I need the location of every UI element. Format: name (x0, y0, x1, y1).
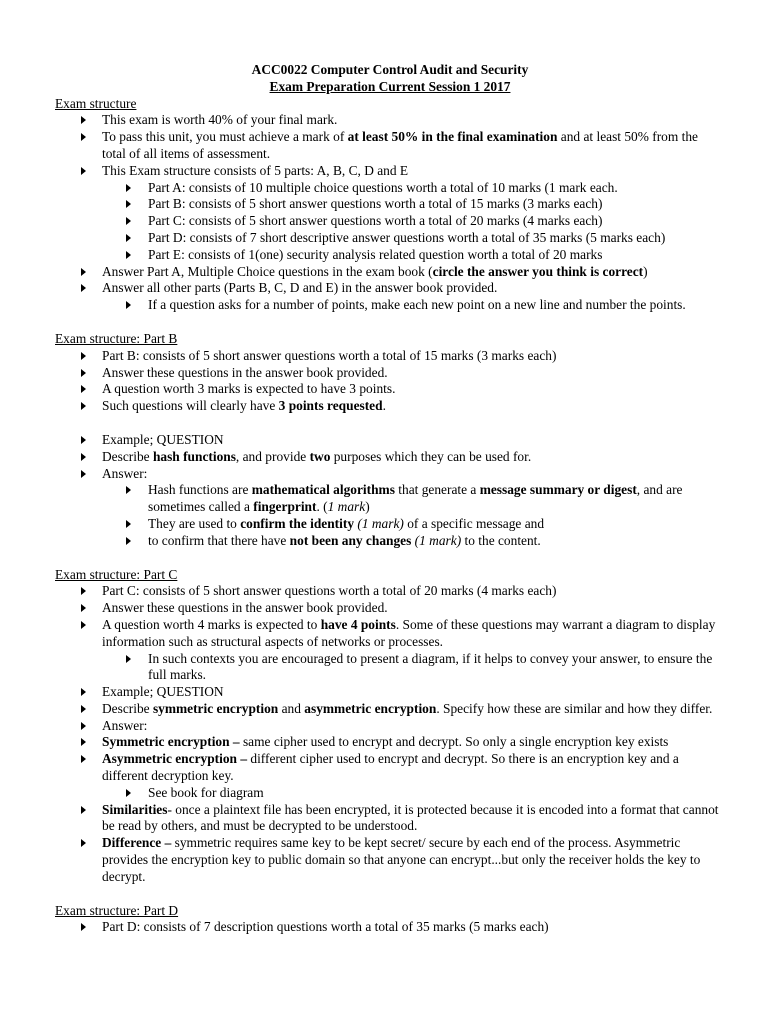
bullet-arrow-icon (81, 133, 86, 141)
bullet-arrow-icon (126, 200, 131, 208)
bullet-arrow-icon (81, 167, 86, 175)
bullet-arrow-icon (81, 923, 86, 931)
exam-structure-list (55, 112, 725, 314)
list-item: Answer: (55, 718, 725, 735)
list-item: This Exam structure consists of 5 parts: A, B, C, D and E (55, 163, 725, 180)
list-item: Answer Part A, Multiple Choice questions in the exam book (circle the answer you think is correct) (55, 264, 725, 281)
list-item-sub: In such contexts you are encouraged to present a diagram, if it helps to convey your answer, to ensure the full marks. (55, 651, 725, 685)
bullet-arrow-icon (81, 116, 86, 124)
bullet-arrow-icon (81, 470, 86, 478)
list-item: Part C: consists of 5 short answer questions worth a total of 20 marks (4 marks each) (55, 583, 725, 600)
bullet-arrow-icon (126, 217, 131, 225)
document-subtitle: Exam Preparation Current Session 1 2017 (269, 78, 511, 94)
part-b-list (55, 348, 725, 415)
bullet-arrow-icon (81, 369, 86, 377)
list-item: Part D: consists of 7 description questions worth a total of 35 marks (5 marks each) (55, 919, 725, 936)
bullet-arrow-icon (126, 251, 131, 259)
list-item: Similarities- once a plaintext file has been encrypted, it is protected because it is encoded into a format that cannot be read by others, and must be decrypted to be understood. (55, 802, 725, 836)
bullet-arrow-icon (81, 385, 86, 393)
list-item: Answer these questions in the answer book provided. (55, 365, 725, 382)
list-item: Describe symmetric encryption and asymmetric encryption. Specify how these are similar and how they differ. (55, 701, 725, 718)
bullet-arrow-icon (81, 738, 86, 746)
list-item: Difference – symmetric requires same key to be kept secret/ secure by each end of the process. Asymmetric provides the encryption key to public domain so that anyone can encrypt...but only the receiver holds the key to decrypt. (55, 835, 725, 885)
section-heading-part-b: Exam structure: Part B (55, 330, 178, 346)
bullet-arrow-icon (126, 184, 131, 192)
list-item-part: Part A: consists of 10 multiple choice questions worth a total of 10 marks (1 mark each. (55, 180, 725, 197)
bullet-arrow-icon (81, 284, 86, 292)
bullet-arrow-icon (81, 839, 86, 847)
bullet-arrow-icon (81, 621, 86, 629)
document-page (55, 62, 725, 936)
list-item-part: Part E: consists of 1(one) security analysis related question worth a total of 20 marks (55, 247, 725, 264)
list-item-sub: They are used to confirm the identity (1 mark) of a specific message and (55, 516, 725, 533)
bullet-arrow-icon (126, 520, 131, 528)
list-item: Answer: (55, 466, 725, 483)
list-item: Part B: consists of 5 short answer questions worth a total of 15 marks (3 marks each) (55, 348, 725, 365)
bullet-arrow-icon (126, 537, 131, 545)
list-item: Answer these questions in the answer book provided. (55, 600, 725, 617)
list-item: Asymmetric encryption – different cipher used to encrypt and decrypt. So there is an encryption key and a different decryption key. (55, 751, 725, 785)
bullet-arrow-icon (81, 436, 86, 444)
bullet-arrow-icon (81, 453, 86, 461)
section-heading-exam-structure: Exam structure (55, 95, 137, 111)
bullet-arrow-icon (81, 402, 86, 410)
list-item: To pass this unit, you must achieve a mark of at least 50% in the final examination and at least 50% from the total of all items of assessment. (55, 129, 725, 163)
section-heading-part-d: Exam structure: Part D (55, 902, 179, 918)
part-d-list (55, 919, 725, 936)
bullet-arrow-icon (126, 301, 131, 309)
bullet-arrow-icon (81, 722, 86, 730)
list-item: A question worth 3 marks is expected to have 3 points. (55, 381, 725, 398)
document-title: ACC0022 Computer Control Audit and Security (251, 62, 529, 77)
list-item-sub: If a question asks for a number of points, make each new point on a new line and number the points. (55, 297, 725, 314)
list-item: Symmetric encryption – same cipher used to encrypt and decrypt. So only a single encryption key exists (55, 734, 725, 751)
list-item-part: Part B: consists of 5 short answer questions worth a total of 15 marks (3 marks each) (55, 196, 725, 213)
list-item-sub: Hash functions are mathematical algorithms that generate a message summary or digest, and are sometimes called a fingerprint. (1 mark) (55, 482, 725, 516)
list-item: A question worth 4 marks is expected to have 4 points. Some of these questions may warrant a diagram to display information such as structural aspects of networks or processes. (55, 617, 725, 651)
bullet-arrow-icon (81, 755, 86, 763)
part-c-list (55, 583, 725, 885)
bullet-arrow-icon (81, 604, 86, 612)
bullet-arrow-icon (81, 268, 86, 276)
list-item: Example; QUESTION (55, 432, 725, 449)
list-item-sub: See book for diagram (55, 785, 725, 802)
section-heading-part-c: Exam structure: Part C (55, 566, 178, 582)
list-item-sub: to confirm that there have not been any changes (1 mark) to the content. (55, 533, 725, 550)
bullet-arrow-icon (81, 806, 86, 814)
bullet-arrow-icon (126, 486, 131, 494)
list-item-part: Part C: consists of 5 short answer questions worth a total of 20 marks (4 marks each) (55, 213, 725, 230)
list-item-part: Part D: consists of 7 short descriptive answer questions worth a total of 35 marks (5 marks each) (55, 230, 725, 247)
list-item: Describe hash functions, and provide two purposes which they can be used for. (55, 449, 725, 466)
bullet-arrow-icon (81, 705, 86, 713)
list-item: Example; QUESTION (55, 684, 725, 701)
list-item: Such questions will clearly have 3 points requested. (55, 398, 725, 415)
bullet-arrow-icon (126, 234, 131, 242)
bullet-arrow-icon (126, 655, 131, 663)
bullet-arrow-icon (81, 352, 86, 360)
part-b-example-list (55, 432, 725, 550)
bullet-arrow-icon (81, 587, 86, 595)
bullet-arrow-icon (126, 789, 131, 797)
bullet-arrow-icon (81, 688, 86, 696)
list-item: This exam is worth 40% of your final mark. (55, 112, 725, 129)
list-item: Answer all other parts (Parts B, C, D and E) in the answer book provided. (55, 280, 725, 297)
